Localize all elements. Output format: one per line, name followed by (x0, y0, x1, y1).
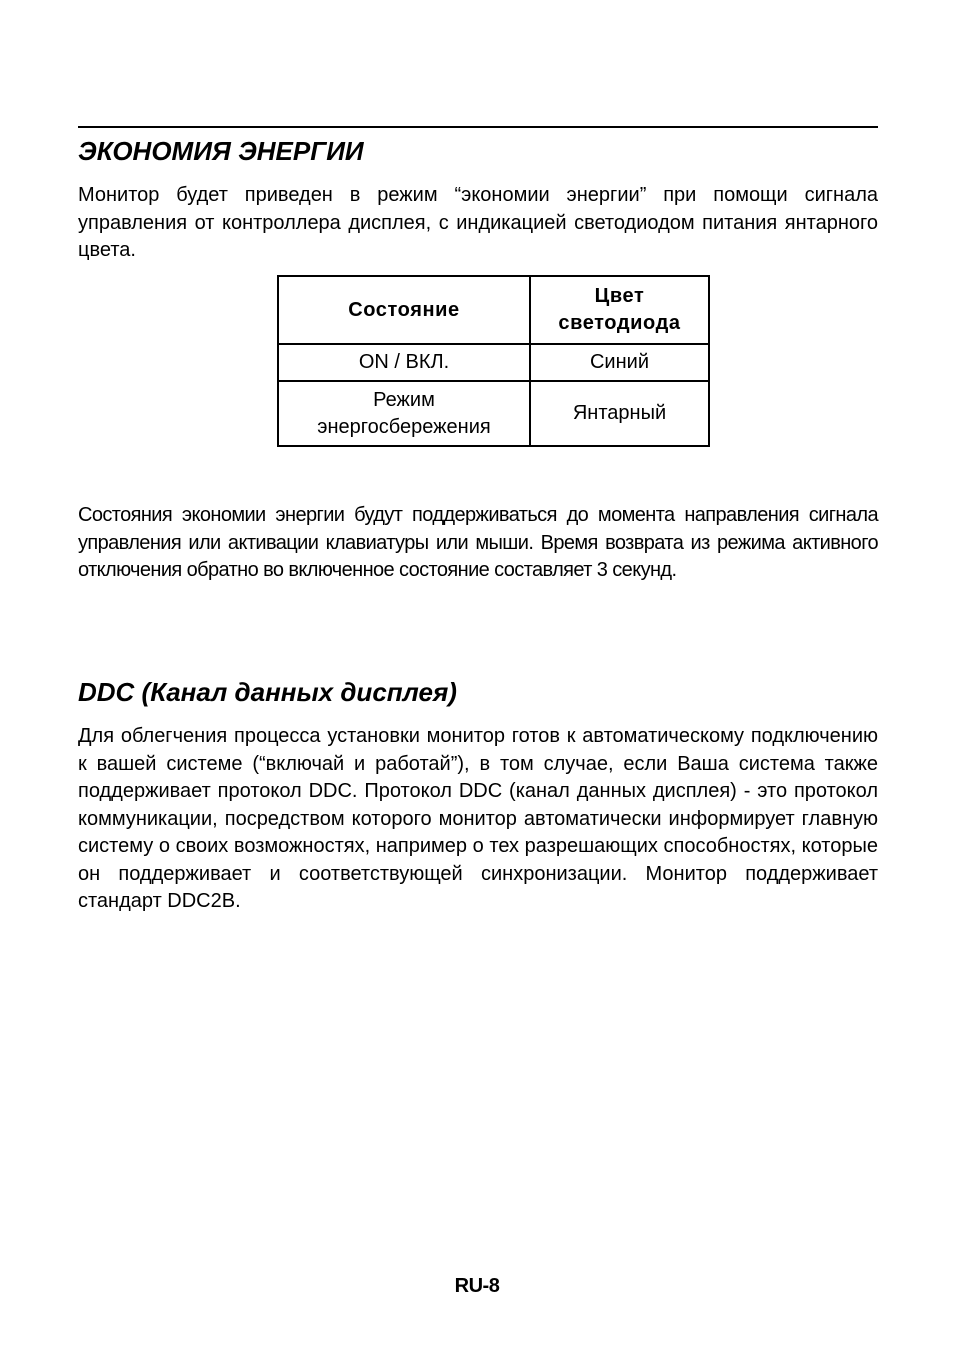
cell-led-amber: Янтарный (530, 381, 709, 446)
table-row (278, 381, 709, 446)
table-header-row (278, 276, 709, 344)
cell-state-power-save: Режим энергосбережения (278, 381, 530, 446)
power-saving-note: Состояния экономии энергии будут поддерживаться до момента направления сигнала управления или активации клавиатуры или мыши. Время возврата из режима активного отключения обратно во включенное состояние составляет 3 секунд. (78, 504, 878, 581)
header-led-color: Цвет светодиода (530, 276, 709, 344)
ddc-body: Для облегчения процесса установки монитор готов к автоматическому подключению к вашей системе (“включай и работай”), в том случае, если Ваша система также поддерживает протокол DDC. Протокол DDC (канал данных дисплея) - это протокол коммуникации, посредством которого монитор автоматически информирует главную систему о своих возможностях, например о тех разрешающих способностях, которые он поддерживает и соответствующей синхронизации. Монитор поддерживает стандарт DDC2B. (78, 725, 878, 912)
power-saving-intro: Монитор будет приведен в режим “экономии энергии” при помощи сигнала управления от контроллера дисплея, с индикацией светодиодом питания янтарного цвета. (78, 184, 878, 261)
top-rule (78, 126, 878, 128)
section-heading-power-saving: ЭКОНОМИЯ ЭНЕРГИИ (78, 136, 364, 166)
cell-led-blue: Синий (530, 344, 709, 381)
table-row (278, 344, 709, 381)
section-heading-ddc: DDC (Канал данных дисплея) (78, 677, 457, 707)
header-state: Состояние (278, 276, 530, 344)
led-status-table (277, 275, 710, 447)
cell-state-on: ON / ВКЛ. (278, 344, 530, 381)
page-number: RU-8 (454, 1275, 500, 1297)
